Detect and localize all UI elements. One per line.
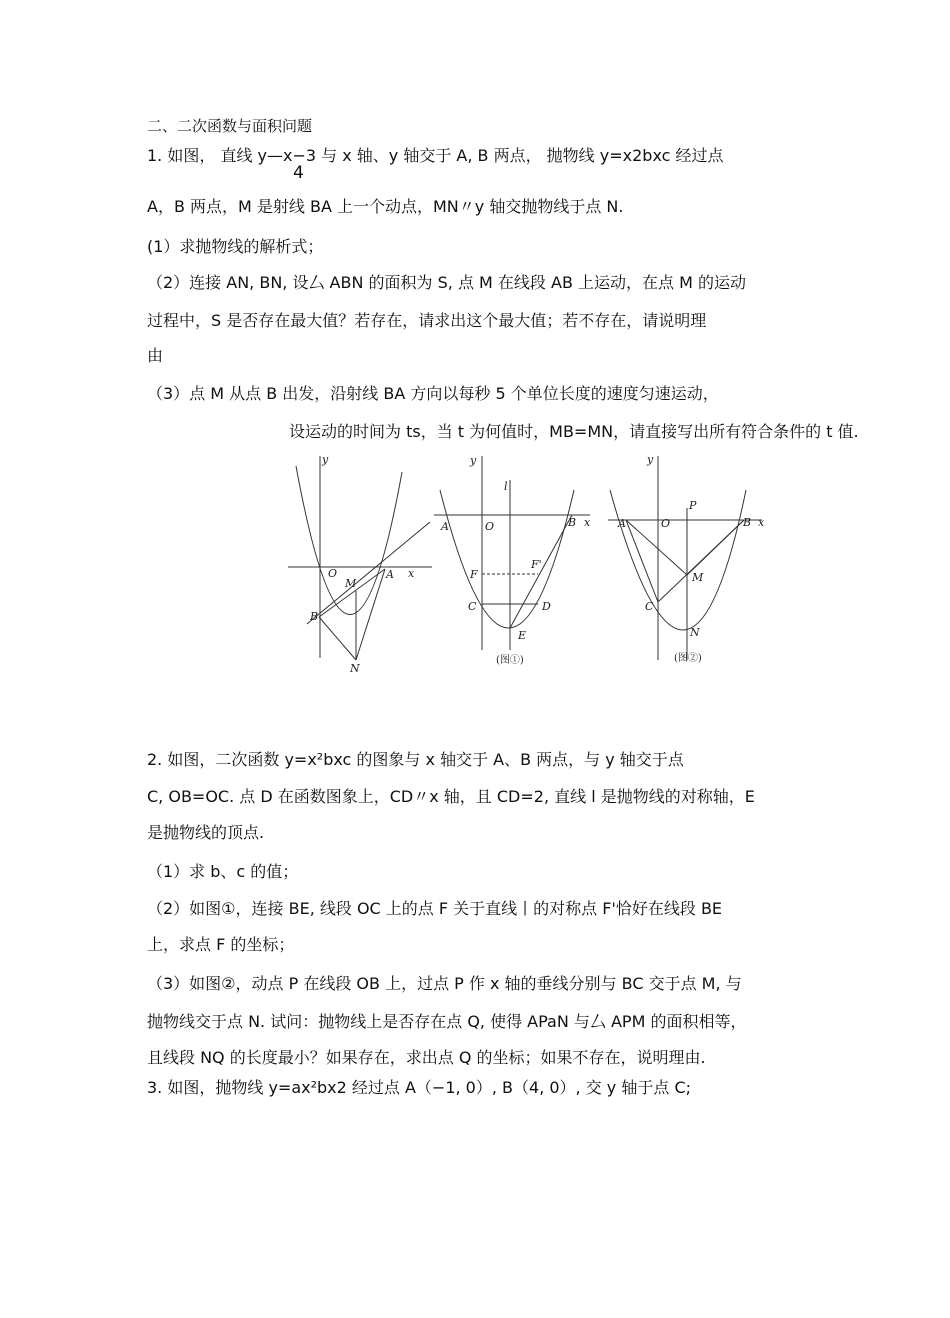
q2-part3-line2: 抛物线交于点 N. 试问：抛物线上是否存在点 Q, 使得 APaN 与厶 APM 的面积相等， xyxy=(147,1012,747,1031)
figures-row xyxy=(282,450,782,675)
fig3-caption: (图②) xyxy=(674,653,702,664)
fig3-label-x: x xyxy=(758,516,765,529)
q2-line3: 是抛物线的顶点. xyxy=(147,823,265,842)
fig1-label-y: y xyxy=(322,453,329,466)
fig2-caption: (图①) xyxy=(496,655,524,666)
fig1-label-n: N xyxy=(350,662,360,675)
figures-svg xyxy=(282,450,782,675)
q2-part3-line3: 且线段 NQ 的长度最小？如果存在，求出点 Q 的坐标；如果不存在，说明理由. xyxy=(147,1048,706,1067)
q1-fraction-denominator: 4 xyxy=(293,163,304,183)
fig1-segment-bn xyxy=(319,617,356,660)
fig2-label-y: y xyxy=(470,454,477,467)
fig2-label-d: D xyxy=(542,600,551,613)
fig3-label-p: P xyxy=(689,499,697,512)
fig3-segment-ac xyxy=(626,520,658,602)
q2-line1: 2. 如图，二次函数 y=x²bxc 的图象与 x 轴交于 A、B 两点，与 y 轴交于点 xyxy=(147,750,684,769)
q1-part3-line2: 设运动的时间为 ts，当 t 为何值时，MB=MN，请直接写出所有符合条件的 t 值. xyxy=(289,422,859,441)
q1-line1: 1. 如图， 直线 y—x−3 与 x 轴、y 轴交于 A, B 两点， 抛物线 y=x2bxc 经过点 xyxy=(147,146,724,165)
fig2-segment-be xyxy=(510,515,572,628)
fig3-segment-mb xyxy=(687,520,744,575)
fig2-label-c: C xyxy=(468,600,477,613)
fig1-label-o: O xyxy=(328,567,338,580)
q1-line2: A，B 两点，M 是射线 BA 上一个动点，MN〃y 轴交抛物线于点 N. xyxy=(147,197,624,216)
fig2-label-l: l xyxy=(504,480,508,493)
fig3-label-m: M xyxy=(692,571,704,584)
q2-part2-line2: 上，求点 F 的坐标； xyxy=(147,935,295,954)
fig2-label-b: B xyxy=(568,516,577,529)
fig1-label-m: M xyxy=(345,577,357,590)
fig2-label-fprime: F' xyxy=(531,558,542,571)
fig3-parabola xyxy=(610,490,746,630)
q1-part1: (1）求抛物线的解析式； xyxy=(147,237,324,256)
q1-part2-line1: （2）连接 AN, BN, 设厶 ABN 的面积为 S, 点 M 在线段 AB 上运动，在点 M 的运动 xyxy=(147,273,746,292)
fig2-label-x: x xyxy=(584,516,591,529)
fig3-label-o: O xyxy=(661,517,671,530)
q1-part3-line1: （3）点 M 从点 B 出发，沿射线 BA 方向以每秒 5 个单位长度的速度匀速运动， xyxy=(147,384,719,403)
fig3-label-c: C xyxy=(645,600,654,613)
q3-line1: 3. 如图，抛物线 y=ax²bx2 经过点 A（−1, 0）, B（4, 0）, 交 y 轴于点 C; xyxy=(147,1078,692,1097)
fig3-label-b: B xyxy=(743,516,752,529)
section-title: 二、二次函数与面积问题 xyxy=(147,117,313,135)
fig1-label-a: A xyxy=(386,568,394,581)
fig3-label-n: N xyxy=(690,626,700,639)
fig3-label-y: y xyxy=(647,453,654,466)
fig2-label-e: E xyxy=(518,629,527,642)
q2-part3-line1: （3）如图②，动点 P 在线段 OB 上，过点 P 作 x 轴的垂线分别与 BC 交于点 M, 与 xyxy=(147,974,742,993)
fig2-label-o: O xyxy=(485,520,495,533)
fig1-label-b: B xyxy=(310,610,319,623)
fig2-parabola xyxy=(440,490,577,628)
q2-part1: （1）求 b、c 的值； xyxy=(147,862,299,881)
fig1-parabola xyxy=(296,466,402,615)
fig2-label-a: A xyxy=(441,520,449,533)
fig1-label-x: x xyxy=(408,567,415,580)
fig3-label-a: A xyxy=(618,517,626,530)
fig1-segment-an xyxy=(356,569,385,660)
q1-part2-line3: 由 xyxy=(147,346,164,365)
q2-line2: C, OB=OC. 点 D 在函数图象上，CD〃x 轴，且 CD=2, 直线 l 是抛物线的对称轴，E xyxy=(147,787,755,806)
q1-part2-line2: 过程中，S 是否存在最大值？若存在，请求出这个最大值；若不存在，请说明理 xyxy=(147,311,707,330)
q2-part2-line1: （2）如图①，连接 BE, 线段 OC 上的点 F 关于直线丨的对称点 F'恰好在线段 BE xyxy=(147,899,723,918)
fig2-label-f: F xyxy=(470,568,478,581)
